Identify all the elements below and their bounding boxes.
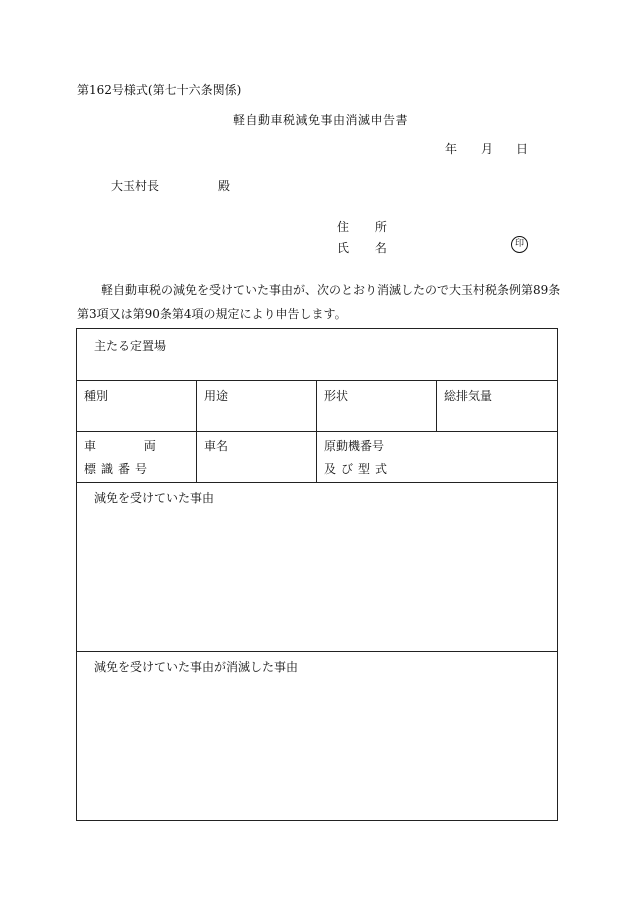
body-line-1: 軽自動車税の減免を受けていた事由が、次のとおり消滅したので大玉村税条例第89条 [101, 283, 561, 297]
storage-location-label: 主たる定置場 [94, 339, 167, 353]
table-divider [76, 651, 558, 652]
vehicle-type-label: 種別 [84, 389, 109, 403]
usage-label: 用途 [204, 389, 229, 403]
body-line-2: 第3項又は第90条第4項の規定により申告します。 [77, 307, 347, 321]
displacement-label: 総排気量 [444, 389, 493, 403]
form-number: 第162号様式(第七十六条関係) [77, 83, 242, 97]
vehicle-plate-label-2: 標識番号 [84, 462, 153, 476]
table-divider [316, 380, 317, 482]
seal-mark: 印 [511, 236, 528, 253]
engine-number-label-1: 原動機番号 [324, 439, 385, 453]
date-day-label: 日 [516, 142, 529, 156]
address-label: 住 所 [337, 220, 398, 234]
table-divider [76, 482, 558, 483]
name-label: 氏 名 [337, 241, 398, 255]
vehicle-name-label: 車名 [204, 439, 229, 453]
date-month-label: 月 [481, 142, 494, 156]
table-divider [196, 380, 197, 482]
table-divider [76, 431, 558, 432]
extinction-reason-label: 減免を受けていた事由が消滅した事由 [94, 660, 299, 674]
table-divider [436, 380, 437, 431]
vehicle-plate-label-1: 車 両 [84, 439, 178, 453]
date-year-label: 年 [445, 142, 458, 156]
table-divider [76, 380, 558, 381]
shape-label: 形状 [324, 389, 349, 403]
recipient-honorific: 殿 [218, 179, 231, 193]
document-title: 軽自動車税減免事由消滅申告書 [233, 113, 409, 127]
engine-number-label-2: 及び型式 [324, 462, 393, 476]
exemption-reason-label: 減免を受けていた事由 [94, 491, 215, 505]
recipient-name: 大玉村長 [111, 179, 160, 193]
